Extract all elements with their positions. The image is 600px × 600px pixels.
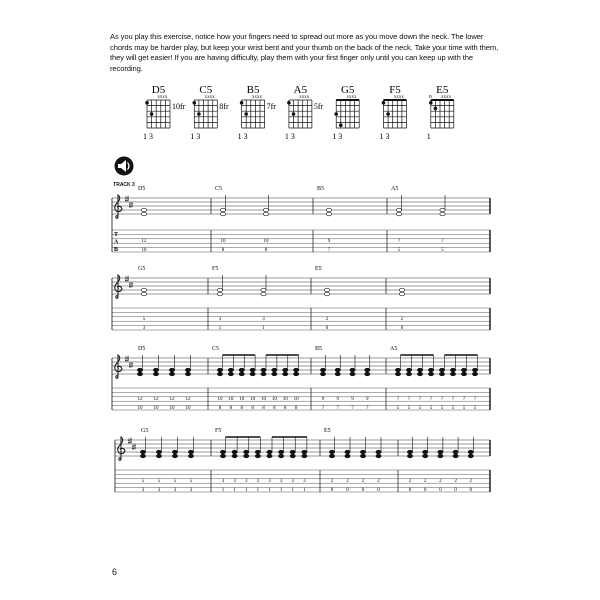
- notehead: [156, 454, 161, 458]
- muted-strings: xxxx: [251, 95, 262, 100]
- notehead: [472, 368, 477, 372]
- chord-symbol: F5: [215, 428, 222, 434]
- notehead: [261, 368, 266, 372]
- notehead: [399, 292, 404, 296]
- tab-number: 1: [218, 326, 222, 331]
- tab-number: 1: [233, 488, 236, 493]
- fingering: 1 3: [332, 132, 343, 141]
- tab-number: 0: [377, 488, 380, 493]
- notehead: [453, 454, 458, 458]
- chord-symbol: B5: [315, 346, 323, 352]
- tab-number: 5: [141, 479, 145, 484]
- notehead: [244, 450, 249, 454]
- notehead: [407, 450, 412, 454]
- chord-name: D5: [151, 84, 166, 96]
- notehead: [261, 372, 266, 376]
- notehead: [302, 450, 307, 454]
- tab-number: 7: [366, 406, 369, 411]
- notehead: [302, 454, 307, 458]
- track-label: TRACK 3: [113, 182, 135, 188]
- notehead: [255, 450, 260, 454]
- tab-number: 3: [142, 326, 146, 331]
- chord-name: C5: [199, 84, 213, 96]
- notehead: [365, 368, 370, 372]
- tab-number: 7: [397, 239, 401, 244]
- notehead: [244, 454, 249, 458]
- notehead: [440, 212, 445, 216]
- notehead: [335, 368, 340, 372]
- tab-number: 3: [141, 488, 145, 493]
- tab-number: 10: [250, 397, 256, 402]
- tab-number: 5: [396, 406, 400, 411]
- tab-number: 2: [325, 317, 329, 322]
- notehead: [140, 450, 145, 454]
- tab-number: 8: [264, 248, 268, 253]
- tab-number: 8: [221, 248, 225, 253]
- tab-number: 7: [351, 406, 354, 411]
- notehead: [396, 208, 401, 212]
- notehead: [137, 372, 142, 376]
- notehead: [220, 454, 225, 458]
- tab-number: 10: [293, 397, 299, 402]
- notehead: [399, 288, 404, 292]
- key-signature-sharp: [129, 282, 133, 289]
- tab-number: 5: [441, 248, 444, 253]
- notehead: [320, 368, 325, 372]
- notehead: [279, 450, 284, 454]
- tab-number: 7: [418, 397, 422, 402]
- notehead: [376, 454, 381, 458]
- notehead: [220, 450, 225, 454]
- notehead: [255, 454, 260, 458]
- notehead: [365, 372, 370, 376]
- intro-paragraph: As you play this exercise, notice how your fingers need to spread out more as you move down the neck. The lower chords may be harder play, but keep your wrist bent and your thumb on the back of the neck. Take your time with them, they will get easier! If you are having difficulty, play them with your first finger only until you can keep up with the recording.: [110, 32, 499, 73]
- tab-number: 3: [245, 479, 248, 484]
- notehead: [169, 368, 174, 372]
- tab-number: 3: [157, 488, 161, 493]
- notehead: [450, 368, 455, 372]
- tab-number: 7: [441, 239, 444, 244]
- notehead: [324, 292, 329, 296]
- tab-number: 2: [408, 479, 412, 484]
- notehead: [290, 454, 295, 458]
- fingering: 1 3: [237, 132, 248, 141]
- tab-number: 2: [346, 479, 349, 484]
- tab-number: 9: [336, 397, 339, 402]
- notehead: [324, 288, 329, 292]
- key-signature-sharp: [132, 444, 136, 451]
- tab-number: 1: [303, 488, 306, 493]
- chord-symbol: E5: [324, 428, 331, 434]
- notehead: [141, 208, 146, 212]
- notehead: [417, 368, 422, 372]
- tab-number: 10: [217, 397, 223, 402]
- page-number: 6: [112, 567, 118, 577]
- notehead: [438, 454, 443, 458]
- notehead: [350, 372, 355, 376]
- chord-symbol: C5: [215, 186, 223, 192]
- muted-strings: xxxx: [346, 95, 357, 100]
- notehead: [185, 368, 190, 372]
- notehead: [272, 368, 277, 372]
- notehead: [439, 372, 444, 376]
- fingering: 1 3: [190, 132, 201, 141]
- tab-clef-letter: A: [114, 239, 119, 246]
- notehead: [263, 208, 268, 212]
- tab-number: 5: [418, 406, 422, 411]
- tab-number: 5: [451, 406, 455, 411]
- tab-number: 3: [303, 479, 306, 484]
- tab-number: 5: [173, 479, 177, 484]
- tab-number: 7: [407, 397, 411, 402]
- chord-symbol: D5: [138, 346, 146, 352]
- notehead: [320, 372, 325, 376]
- muted-strings: xxxx: [441, 95, 452, 100]
- tab-number: 9: [327, 239, 331, 244]
- notehead: [326, 208, 331, 212]
- key-signature-sharp: [125, 276, 129, 283]
- treble-clef: [115, 355, 122, 378]
- tab-number: 7: [336, 406, 339, 411]
- notehead: [329, 450, 334, 454]
- tab-number: 3: [279, 479, 283, 484]
- notehead: [472, 372, 477, 376]
- tab-number: 7: [396, 397, 400, 402]
- notehead: [406, 372, 411, 376]
- tab-number: 5: [397, 248, 401, 253]
- notehead: [169, 372, 174, 376]
- tab-number: 12: [141, 239, 147, 244]
- notehead: [153, 368, 158, 372]
- tab-number: 5: [429, 406, 433, 411]
- treble-clef: [115, 275, 122, 298]
- fingering: 1: [426, 132, 431, 141]
- tab-clef-letter: T: [114, 232, 119, 238]
- system-1: [112, 186, 490, 253]
- tab-number: 9: [366, 397, 369, 402]
- tab-number: 3: [233, 479, 236, 484]
- tab-number: 1: [291, 488, 294, 493]
- fret-label: 10fr: [172, 102, 186, 111]
- tab-number: 7: [440, 397, 444, 402]
- tab-number: 5: [440, 406, 444, 411]
- notehead: [172, 454, 177, 458]
- notehead: [468, 450, 473, 454]
- muted-strings: xxxx: [204, 95, 215, 100]
- notehead: [217, 372, 222, 376]
- notehead: [335, 372, 340, 376]
- system-3: [112, 346, 490, 411]
- notehead: [156, 450, 161, 454]
- tab-number: 10: [239, 397, 245, 402]
- tab-number: 3: [291, 479, 294, 484]
- treble-clef: [115, 195, 122, 218]
- tab-number: 2: [330, 479, 334, 484]
- notehead: [461, 368, 466, 372]
- tab-number: 7: [462, 397, 466, 402]
- notehead: [450, 372, 455, 376]
- notehead: [406, 368, 411, 372]
- fret-label: 5fr: [313, 102, 324, 111]
- muted-strings: xxxx: [393, 95, 404, 100]
- tab-number: 10: [169, 406, 175, 411]
- notehead: [141, 288, 146, 292]
- notehead: [438, 450, 443, 454]
- tab-number: 8: [218, 406, 222, 411]
- tab-number: 7: [451, 397, 455, 402]
- fret-label: 7fr: [266, 102, 276, 111]
- chord-symbol: C5: [212, 346, 220, 352]
- fingering: 1 3: [379, 132, 390, 141]
- notehead: [345, 454, 350, 458]
- tab-number: 3: [173, 488, 177, 493]
- notehead: [468, 454, 473, 458]
- tab-number: 7: [327, 248, 331, 253]
- notehead: [220, 208, 225, 212]
- treble-clef: [118, 437, 125, 460]
- tab-number: 8: [251, 406, 254, 411]
- tab-number: 1: [279, 488, 283, 493]
- chord-symbol: A5: [391, 186, 399, 192]
- notehead: [407, 454, 412, 458]
- chord-symbol: G5: [141, 428, 149, 434]
- key-signature-sharp: [129, 202, 133, 209]
- tab-number: 10: [228, 397, 234, 402]
- notehead: [239, 368, 244, 372]
- tab-number: 9: [321, 397, 325, 402]
- tab-number: 8: [262, 406, 265, 411]
- notehead: [272, 372, 277, 376]
- tab-number: 8: [284, 406, 287, 411]
- notehead: [217, 288, 222, 292]
- notehead: [423, 450, 428, 454]
- notehead: [428, 368, 433, 372]
- open-string: o: [428, 94, 432, 100]
- tab-number: 0: [361, 488, 365, 493]
- notehead: [232, 454, 237, 458]
- muted-strings: xxxx: [299, 95, 310, 100]
- chord-name: B5: [246, 84, 260, 96]
- notehead: [228, 368, 233, 372]
- notehead: [217, 368, 222, 372]
- tab-number: 0: [469, 488, 473, 493]
- fret-label: 8fr: [219, 102, 229, 111]
- notehead: [283, 368, 288, 372]
- tab-number: 10: [261, 397, 266, 402]
- notehead: [294, 368, 299, 372]
- tab-number: 5: [407, 406, 411, 411]
- notehead: [261, 292, 266, 296]
- chord-symbol: A5: [390, 346, 398, 352]
- tab-number: 8: [240, 406, 243, 411]
- chord-symbol: E5: [315, 266, 322, 272]
- notehead: [395, 372, 400, 376]
- notehead: [428, 372, 433, 376]
- tab-number: 7: [473, 397, 477, 402]
- tab-number: 10: [220, 239, 226, 244]
- tab-number: 1: [245, 488, 248, 493]
- tab-number: 12: [185, 397, 191, 402]
- tab-number: 8: [294, 406, 298, 411]
- tab-number: 10: [185, 406, 191, 411]
- notehead: [345, 450, 350, 454]
- notehead: [360, 450, 365, 454]
- tab-number: 2: [400, 317, 404, 322]
- tab-number: 2: [469, 479, 473, 484]
- notehead: [153, 372, 158, 376]
- notehead: [185, 372, 190, 376]
- tab-number: 12: [169, 397, 175, 402]
- tab-number: 2: [439, 479, 442, 484]
- notehead: [188, 450, 193, 454]
- chord-symbol: F5: [212, 266, 219, 272]
- notehead: [140, 454, 145, 458]
- tab-number: 5: [189, 479, 193, 484]
- notehead: [329, 454, 334, 458]
- notehead: [461, 372, 466, 376]
- tab-number: 3: [221, 479, 225, 484]
- notehead: [360, 454, 365, 458]
- fingering: 1 3: [284, 132, 295, 141]
- notehead: [217, 292, 222, 296]
- chord-symbol: B5: [317, 186, 325, 192]
- notehead: [294, 372, 299, 376]
- tab-number: 5: [473, 406, 477, 411]
- tab-number: 0: [330, 488, 334, 493]
- tab-number: 3: [189, 488, 193, 493]
- tab-number: 2: [423, 479, 427, 484]
- notehead: [290, 450, 295, 454]
- notehead: [376, 450, 381, 454]
- notehead: [439, 368, 444, 372]
- tab-number: 1: [262, 326, 265, 331]
- notehead: [220, 212, 225, 216]
- notehead: [232, 450, 237, 454]
- chord-name: F5: [389, 84, 401, 96]
- tab-number: 7: [429, 397, 433, 402]
- tab-number: 10: [282, 397, 288, 402]
- tab-number: 10: [263, 239, 269, 244]
- tab-number: 3: [262, 317, 265, 322]
- tab-number: 12: [137, 397, 143, 402]
- notehead: [250, 368, 255, 372]
- chord-symbol: G5: [138, 266, 146, 272]
- notehead: [417, 372, 422, 376]
- notehead: [423, 454, 428, 458]
- tab-number: 5: [142, 317, 146, 322]
- notehead: [228, 372, 233, 376]
- tab-number: 0: [325, 326, 329, 331]
- tab-number: 5: [462, 406, 466, 411]
- notehead: [283, 372, 288, 376]
- tab-number: 3: [218, 317, 222, 322]
- notehead: [395, 368, 400, 372]
- key-signature-sharp: [125, 356, 129, 363]
- tab-number: 7: [321, 406, 325, 411]
- tab-number: 10: [271, 397, 277, 402]
- notehead: [261, 288, 266, 292]
- notehead: [350, 368, 355, 372]
- notehead: [172, 450, 177, 454]
- tab-number: 2: [361, 479, 365, 484]
- chord-symbol: D5: [138, 186, 146, 192]
- tab-number: 8: [273, 406, 276, 411]
- muted-strings: xxxx: [157, 95, 168, 100]
- notehead: [267, 450, 272, 454]
- notehead: [141, 292, 146, 296]
- tab-clef-letter: B: [114, 247, 119, 254]
- notehead: [250, 372, 255, 376]
- system-2: [112, 266, 490, 331]
- tab-number: 10: [141, 248, 147, 253]
- key-signature-sharp: [125, 196, 129, 203]
- tab-number: 8: [229, 406, 233, 411]
- tab-number: 0: [423, 488, 427, 493]
- chord-name: G5: [340, 84, 355, 96]
- notehead: [239, 372, 244, 376]
- tab-number: 1: [221, 488, 225, 493]
- notehead: [396, 212, 401, 216]
- tab-number: 9: [351, 397, 354, 402]
- tab-number: 12: [153, 397, 159, 402]
- notehead: [267, 454, 272, 458]
- tab-number: 1: [256, 488, 260, 493]
- notehead: [453, 450, 458, 454]
- chord-name: E5: [436, 84, 449, 96]
- tab-number: 10: [137, 406, 143, 411]
- tab-number: 5: [157, 479, 161, 484]
- key-signature-sharp: [129, 362, 133, 369]
- notehead: [326, 212, 331, 216]
- tab-number: 0: [439, 488, 442, 493]
- chord-name: A5: [293, 84, 308, 96]
- fingering: 1 3: [143, 132, 153, 141]
- notehead: [263, 212, 268, 216]
- tab-number: 10: [153, 406, 159, 411]
- notehead: [137, 368, 142, 372]
- tab-number: 1: [268, 488, 271, 493]
- tab-number: 2: [454, 479, 457, 484]
- notehead: [141, 212, 146, 216]
- system-4: [115, 428, 490, 493]
- tab-number: 0: [408, 488, 412, 493]
- tab-number: 3: [256, 479, 260, 484]
- tab-number: 3: [268, 479, 271, 484]
- notehead: [188, 454, 193, 458]
- key-signature-sharp: [128, 438, 132, 445]
- tab-number: 2: [377, 479, 380, 484]
- notehead: [279, 454, 284, 458]
- tab-number: 0: [400, 326, 404, 331]
- tab-number: 0: [454, 488, 457, 493]
- notehead: [440, 208, 445, 212]
- tab-number: 0: [346, 488, 349, 493]
